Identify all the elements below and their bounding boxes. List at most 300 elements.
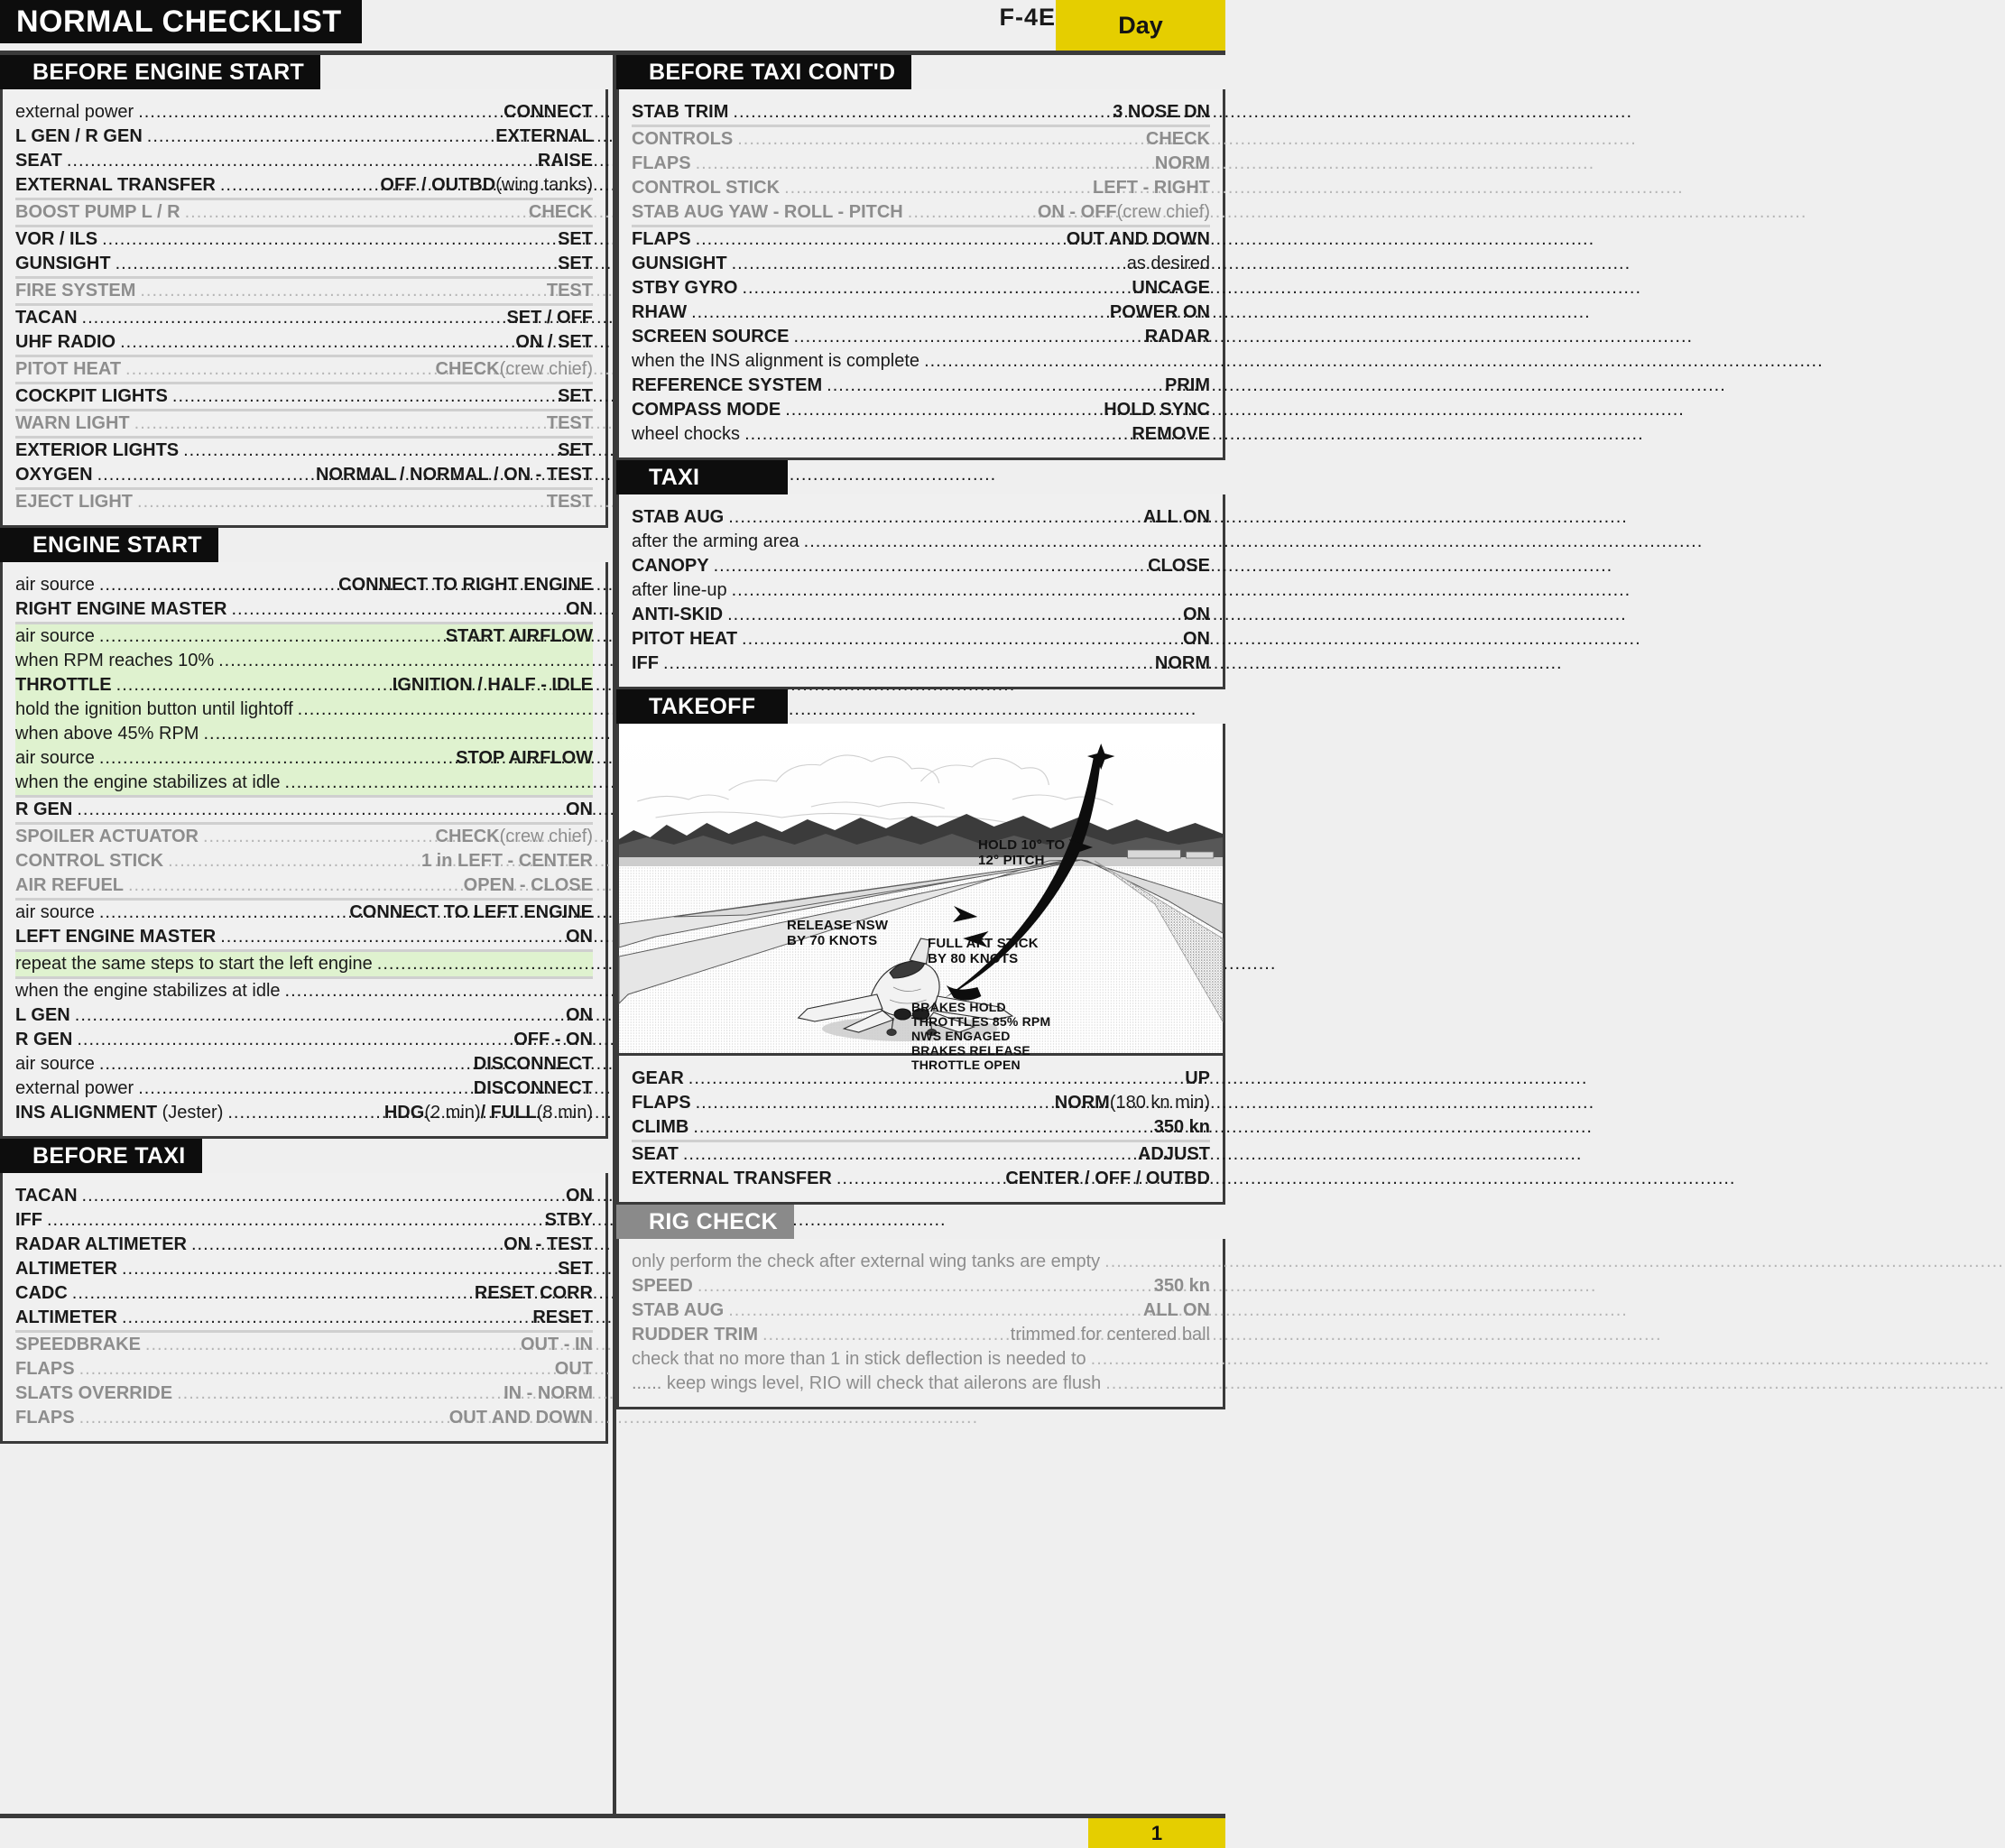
checklist-group [15, 898, 593, 949]
checklist-item-label: FLAPS [632, 229, 691, 249]
checklist-row [632, 349, 1210, 374]
dot-leader [1105, 1372, 1206, 1396]
checklist-item-label: CONTROLS [632, 129, 734, 149]
dot-leader [691, 300, 1105, 325]
checklist-row [632, 176, 1210, 200]
section-rig-check [616, 1205, 1225, 1409]
dot-leader [732, 578, 1206, 603]
checklist-item-action: TEST [546, 281, 593, 300]
checklist-item-action: RAISE [537, 151, 593, 171]
dot-leader [138, 1076, 469, 1101]
checklist-item-label: air source [15, 626, 95, 646]
checklist-item-label: STAB AUG [632, 507, 725, 527]
checklist-item-action: ON [566, 927, 593, 947]
checklist-item-label: when RPM reaches 10% [15, 651, 215, 670]
left-column [0, 55, 613, 1816]
dot-leader [733, 100, 1108, 125]
dot-leader [784, 176, 1088, 200]
checklist-item-action: as desired [1126, 254, 1210, 273]
checklist-item-action: RESET CORR [474, 1283, 593, 1303]
checklist-item-action: PRIM [1165, 375, 1210, 395]
dot-leader [220, 173, 376, 198]
checklist-row [15, 722, 593, 746]
checklist-item-action: SET [558, 386, 593, 406]
checklist-item-action: ADJUST [1137, 1144, 1210, 1164]
checklist-item-label: SEAT [15, 151, 62, 171]
dot-leader [377, 952, 588, 976]
checklist-item-label: SLATS OVERRIDE [15, 1383, 173, 1403]
checklist-item-action: NORM [1154, 653, 1210, 673]
checklist-row [632, 127, 1210, 152]
checklist-item-label: STAB TRIM [632, 102, 729, 122]
checklist-group [15, 276, 593, 303]
checklist-group [15, 822, 593, 898]
checklist-item-label: repeat the same steps to start the left engine [15, 954, 373, 974]
dot-leader [102, 227, 553, 252]
dot-leader [693, 1115, 1149, 1140]
checklist-row [15, 125, 593, 149]
document-title: NORMAL CHECKLIST [0, 0, 362, 43]
checklist-item-action: SET [558, 440, 593, 460]
dot-leader [77, 1028, 509, 1052]
checklist-row [15, 649, 593, 673]
checklist-item-label: TACAN [15, 308, 78, 328]
checklist-item-label: L GEN / R GEN [15, 126, 143, 146]
checklist-group [15, 436, 593, 487]
checklist-item-action: CONNECT TO RIGHT ENGINE [338, 575, 593, 595]
checklist-row [15, 439, 593, 463]
checklist-item-label: air source [15, 1054, 95, 1074]
checklist-item-action: CONNECT TO LEFT ENGINE [349, 902, 593, 922]
checklist-item-label: R GEN [15, 1030, 73, 1049]
illustration-annotation-nsw: RELEASE NSW BY 70 KNOTS [787, 918, 889, 948]
dot-leader [742, 627, 1178, 651]
dot-leader [67, 149, 533, 173]
checklist-item-label: COCKPIT LIGHTS [15, 386, 168, 406]
checklist-group [632, 100, 1210, 125]
dot-leader [122, 1306, 528, 1330]
checklist-row [15, 597, 593, 622]
checklist-row [632, 1347, 1210, 1372]
checklist-row [632, 1142, 1210, 1167]
checklist-item-label: COMPASS MODE [632, 400, 781, 420]
checklist-item-action: DISCONNECT [473, 1078, 593, 1098]
checklist-item-action: ON [1183, 629, 1210, 649]
checklist-item-label: EXTERIOR LIGHTS [15, 440, 180, 460]
checklist-row [15, 979, 593, 1003]
checklist-row [15, 771, 593, 795]
checklist-item-label: external power [15, 1078, 134, 1098]
checklist-item-action: ON / SET [515, 332, 593, 352]
checklist-item-label: SEAT [632, 1144, 679, 1164]
checklist-row [632, 1115, 1210, 1140]
dot-leader [696, 152, 1150, 176]
checklist-item-action: CHECK [435, 827, 500, 846]
checklist-row [15, 1406, 593, 1430]
dot-leader [683, 1142, 1133, 1167]
dot-leader [120, 330, 511, 355]
checklist-item-note-secondary: (8 min) [536, 1103, 593, 1123]
checklist-row [632, 627, 1210, 651]
dot-leader [696, 227, 1062, 252]
checklist-group [15, 573, 593, 622]
dot-leader [762, 1323, 1006, 1347]
checklist-item-action: STOP AIRFLOW [456, 748, 593, 768]
checklist-row [15, 901, 593, 925]
dot-leader [1104, 1250, 1206, 1274]
checklist-group [15, 622, 593, 795]
checklist-item-action: ON [566, 1005, 593, 1025]
dot-leader [231, 597, 561, 622]
checklist-item-action-secondary: / FULL [480, 1103, 537, 1123]
section-before-taxi-contd [616, 55, 1225, 460]
checklist-row [15, 849, 593, 873]
checklist-item-label: SPOILER ACTUATOR [15, 827, 199, 846]
checklist-item-action: IGNITION / HALF - IDLE [392, 675, 593, 695]
checklist-item-action: ON [566, 599, 593, 619]
checklist-group [15, 355, 593, 382]
dot-leader [698, 1274, 1150, 1298]
checklist-row [632, 578, 1210, 603]
checklist-row [15, 100, 593, 125]
checklist-item-action: TEST [546, 413, 593, 433]
checklist-item-action: HOLD SYNC [1104, 400, 1210, 420]
checklist-row [15, 1333, 593, 1357]
dot-leader [172, 384, 553, 409]
checklist-item-label: hold the ignition button until lightoff [15, 699, 293, 719]
checklist-row [632, 300, 1210, 325]
checklist-item-label: FLAPS [15, 1359, 75, 1379]
checklist-row [15, 252, 593, 276]
dot-leader [125, 357, 430, 382]
condition-badge: Day [1056, 0, 1225, 51]
section-heading-before-taxi-contd: BEFORE TAXI CONT'D [616, 55, 911, 89]
checklist-item-label: PITOT HEAT [15, 359, 122, 379]
checklist-item-label: FLAPS [632, 1093, 691, 1113]
checklist-group [632, 1140, 1210, 1191]
checklist-group [15, 382, 593, 409]
checklist-row [632, 505, 1210, 530]
section-body-before-engine-start [0, 89, 608, 528]
checklist-item-action: trimmed for centered ball [1010, 1325, 1210, 1344]
checklist-item-action: IN - NORM [504, 1383, 593, 1403]
checklist-group [632, 1067, 1210, 1140]
checklist-row [15, 384, 593, 409]
checklist-item-action: ON - TEST [504, 1234, 593, 1254]
checklist-item-label: after line-up [632, 580, 727, 600]
checklist-row [632, 252, 1210, 276]
checklist-item-label: ALTIMETER [15, 1307, 117, 1327]
section-heading-rig-check: RIG CHECK [616, 1205, 794, 1239]
checklist-item-action: NORM [1054, 1093, 1110, 1113]
section-before-taxi [0, 1139, 608, 1444]
checklist-item-action: START AIRFLOW [445, 626, 593, 646]
checklist-item-label: WARN LIGHT [15, 413, 130, 433]
checklist-group [15, 487, 593, 514]
checklist-item-action: NORM [1154, 153, 1210, 173]
checklist-row [15, 279, 593, 303]
dot-leader [908, 200, 1033, 225]
checklist-row [632, 1372, 1210, 1396]
checklist-item-action: CHECK [528, 202, 593, 222]
checklist-item-label: SPEEDBRAKE [15, 1335, 141, 1354]
dot-leader [75, 1003, 561, 1028]
section-body-taxi [616, 494, 1225, 689]
page-header [0, 0, 1225, 52]
checklist-row [632, 422, 1210, 447]
dot-leader [183, 439, 553, 463]
dot-leader [827, 374, 1160, 398]
footer-rule [0, 1814, 1225, 1818]
checklist-item-action: LEFT - RIGHT [1093, 178, 1210, 198]
checklist-item-label: RADAR ALTIMETER [15, 1234, 187, 1254]
checklist-item-action: STBY [544, 1210, 593, 1230]
dot-leader [137, 490, 542, 514]
dot-leader [134, 411, 542, 436]
dot-leader [147, 125, 491, 149]
checklist-row [15, 873, 593, 898]
checklist-item-label: FIRE SYSTEM [15, 281, 136, 300]
checklist-row [15, 200, 593, 225]
dot-leader [727, 603, 1178, 627]
dot-leader [220, 925, 561, 949]
checklist-row [15, 673, 593, 698]
checklist-item-label: after the arming area [632, 531, 799, 551]
checklist-item-action: ON [1183, 605, 1210, 624]
checklist-item-label: CANOPY [632, 556, 709, 576]
checklist-row [632, 1250, 1210, 1274]
dot-leader [99, 1052, 469, 1076]
checklist-group [15, 303, 593, 355]
dot-leader [924, 349, 1206, 374]
section-body-takeoff [616, 724, 1225, 1205]
checklist-item-label: RIGHT ENGINE MASTER [15, 599, 227, 619]
checklist-row [15, 463, 593, 487]
checklist-row [15, 825, 593, 849]
checklist-item-action: ON - OFF [1037, 202, 1117, 222]
dot-leader [77, 798, 561, 822]
checklist-item-action: CENTER / OFF / OUTBD [1005, 1169, 1210, 1188]
checklist-item-label: IFF [15, 1210, 42, 1230]
dot-leader [285, 979, 588, 1003]
checklist-item-note: (wing tanks) [495, 175, 593, 195]
checklist-item-action: OUT - IN [521, 1335, 593, 1354]
dot-leader [115, 252, 554, 276]
checklist-item-label: GUNSIGHT [632, 254, 727, 273]
checklist-row [15, 173, 593, 198]
illustration-annotation-stick: FULL AFT STICK BY 80 KNOTS [928, 936, 1039, 966]
dot-leader [785, 398, 1099, 422]
dot-leader [99, 746, 451, 771]
dot-leader [191, 1233, 499, 1257]
checklist-item-label: GEAR [632, 1068, 684, 1088]
checklist-row [632, 152, 1210, 176]
checklist-row [632, 1167, 1210, 1191]
dot-leader [72, 1281, 470, 1306]
checklist-item-action: CONNECT [504, 102, 593, 122]
checklist-item-label: THROTTLE [15, 675, 112, 695]
checklist-item-label: EXTERNAL TRANSFER [15, 175, 216, 195]
dot-leader [714, 554, 1144, 578]
dot-leader [138, 100, 499, 125]
dot-leader [116, 673, 388, 698]
checklist-item-label: VOR / ILS [15, 229, 98, 249]
checklist-group [15, 198, 593, 225]
checklist-group [632, 505, 1210, 676]
checklist-row [632, 1274, 1210, 1298]
checklist-row [15, 306, 593, 330]
checklist-item-action: 1 in LEFT - CENTER [421, 851, 593, 871]
checklist-row [632, 1091, 1210, 1115]
section-heading-before-taxi: BEFORE TAXI [0, 1139, 202, 1173]
dot-leader [79, 1357, 550, 1381]
checklist-item-label: CADC [15, 1283, 68, 1303]
checklist-item-label: CONTROL STICK [15, 851, 164, 871]
dot-leader [696, 1091, 1050, 1115]
checklist-item-action: REMOVE [1132, 424, 1210, 444]
checklist-row [632, 398, 1210, 422]
checklist-item-label: CONTROL STICK [632, 178, 781, 198]
dot-leader [99, 573, 334, 597]
checklist-item-label: when the engine stabilizes at idle [15, 981, 281, 1001]
checklist-item-action: SET [558, 254, 593, 273]
checklist-row [15, 1381, 593, 1406]
dot-leader [793, 325, 1140, 349]
checklist-item-action: POWER ON [1109, 302, 1210, 322]
checklist-item-label: AIR REFUEL [15, 875, 124, 895]
checklist-row [15, 1076, 593, 1101]
checklist-item-action: CHECK [1145, 129, 1210, 149]
dot-leader [177, 1381, 499, 1406]
checklist-item-label: STBY GYRO [632, 278, 738, 298]
dot-leader [1091, 1347, 1206, 1372]
checklist-item-action: 350 kn [1153, 1117, 1210, 1137]
illustration-annotation-brakes: BRAKES HOLD THROTTLES 85% RPM NWS ENGAGED BRAKES RELEASE THROTTLE OPEN [911, 1000, 1051, 1072]
section-before-engine-start [0, 55, 608, 528]
checklist-item-action: SET / OFF [506, 308, 593, 328]
section-heading-taxi: TAXI [616, 460, 788, 494]
checklist-item-action: SET [558, 229, 593, 249]
checklist-item-label: only perform the check after external wing tanks are empty [632, 1252, 1101, 1271]
checklist-item-label: SPEED [632, 1276, 693, 1296]
section-body-engine-start [0, 562, 608, 1139]
checklist-item-note: (crew chief) [1116, 202, 1210, 222]
checklist-item-label: TACAN [15, 1186, 78, 1206]
checklist-row [15, 1233, 593, 1257]
checklist-item-label: CLIMB [632, 1117, 689, 1137]
dot-leader [99, 624, 441, 649]
checklist-row [15, 330, 593, 355]
checklist-item-action: UP [1185, 1068, 1210, 1088]
checklist-row [632, 100, 1210, 125]
checklist-item-action: NORMAL / NORMAL / ON - TEST [315, 465, 593, 485]
checklist-row [15, 411, 593, 436]
checklist-group [15, 1184, 593, 1330]
checklist-item-label: ALTIMETER [15, 1259, 117, 1279]
dot-leader [285, 771, 588, 795]
checklist-row [15, 1281, 593, 1306]
checklist-item-action: ALL ON [1142, 507, 1210, 527]
checklist-row [15, 1184, 593, 1208]
section-body-before-taxi-contd [616, 89, 1225, 460]
dot-leader [836, 1167, 1001, 1191]
checklist-item-action: EXTERNAL [495, 126, 593, 146]
dot-leader [742, 276, 1127, 300]
checklist-item-label: ANTI-SKID [632, 605, 724, 624]
checklist-row [15, 798, 593, 822]
checklist-item-label: LEFT ENGINE MASTER [15, 927, 217, 947]
dot-leader [140, 279, 542, 303]
checklist-group [15, 225, 593, 276]
section-taxi [616, 460, 1225, 689]
dot-leader [298, 698, 588, 722]
checklist-row [15, 746, 593, 771]
checklist-item-label: IFF [632, 653, 659, 673]
checklist-item-action: RESET [532, 1307, 593, 1327]
checklist-row [15, 1257, 593, 1281]
checklist-row [15, 490, 593, 514]
checklist-row [15, 1101, 593, 1125]
dot-leader [97, 463, 311, 487]
checklist-columns [0, 55, 1225, 1816]
checklist-item-note: (2 min) [424, 1103, 481, 1123]
checklist-item-note-pre: (Jester) [157, 1103, 224, 1123]
right-column [613, 55, 1225, 1816]
checklist-item-action: ON [566, 799, 593, 819]
dot-leader [227, 1101, 379, 1125]
checklist-row [632, 603, 1210, 627]
section-heading-before-engine-start: BEFORE ENGINE START [0, 55, 320, 89]
checklist-item-note: (crew chief) [499, 827, 593, 846]
checklist-group [15, 100, 593, 198]
dot-leader [663, 651, 1150, 676]
dot-leader [728, 1298, 1139, 1323]
checklist-item-label: PITOT HEAT [632, 629, 738, 649]
checklist-item-label: STAB AUG YAW - ROLL - PITCH [632, 202, 903, 222]
checklist-group [15, 976, 593, 1125]
checklist-row [15, 952, 593, 976]
dot-leader [122, 1257, 553, 1281]
checklist-item-action: 3 NOSE DN [1113, 102, 1210, 122]
checklist-row [15, 698, 593, 722]
checklist-item-label: when the INS alignment is complete [632, 351, 920, 371]
dot-leader [688, 1067, 1180, 1091]
checklist-item-label: STAB AUG [632, 1300, 725, 1320]
checklist-row [632, 227, 1210, 252]
dot-leader [728, 505, 1139, 530]
checklist-item-label: FLAPS [632, 153, 691, 173]
dot-leader [744, 422, 1127, 447]
dot-leader [732, 252, 1123, 276]
checklist-item-note: (crew chief) [499, 359, 593, 379]
section-takeoff [616, 689, 1225, 1205]
checklist-item-action: OUT [554, 1359, 593, 1379]
checklist-item-action: UNCAGE [1132, 278, 1210, 298]
checklist-item-label: EJECT LIGHT [15, 492, 134, 512]
dot-leader [185, 200, 524, 225]
checklist-item-action: HDG [383, 1103, 425, 1123]
dot-leader [203, 722, 588, 746]
checklist-item-action: CHECK [435, 359, 500, 379]
dot-leader [82, 306, 503, 330]
checklist-item-label: R GEN [15, 799, 73, 819]
checklist-item-label: OXYGEN [15, 465, 93, 485]
checklist-group [632, 125, 1210, 225]
checklist-row [632, 1298, 1210, 1323]
f4-takeoff-profile [619, 724, 1223, 1072]
checklist-group [632, 225, 1210, 447]
checklist-item-label: air source [15, 902, 95, 922]
